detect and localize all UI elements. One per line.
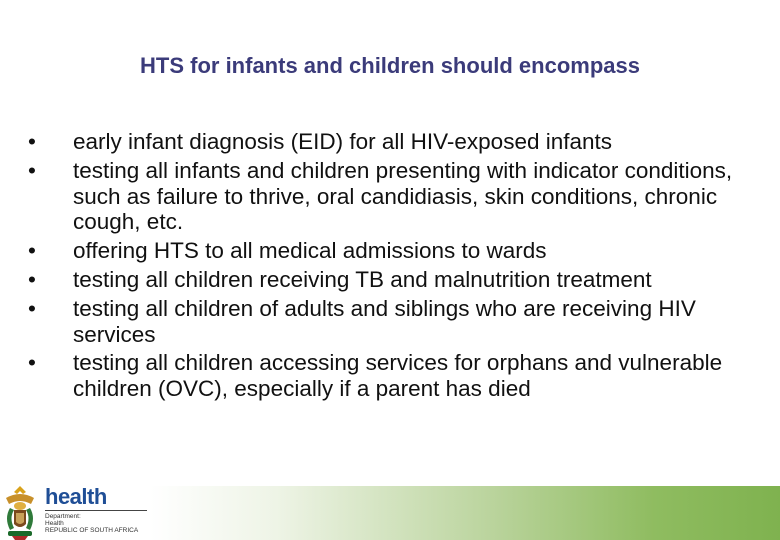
logo-wordmark: health <box>45 484 107 509</box>
slide-title: HTS for infants and children should encompass <box>140 53 640 78</box>
bullet-item: • offering HTS to all medical admissions to wards <box>28 238 768 264</box>
bullet-item: • early infant diagnosis (EID) for all HIV-exposed infants <box>28 129 768 155</box>
bullet-item: • testing all children of adults and siblings who are receiving HIV services <box>28 296 768 348</box>
health-department-logo <box>0 482 150 540</box>
logo-divider <box>45 510 147 511</box>
bullet-item: • testing all children receiving TB and malnutrition treatment <box>28 267 768 293</box>
bullet-item: • testing all infants and children presenting with indicator conditions, such as failure to thrive, oral candidiasis, skin conditions, chronic cough, etc. <box>28 158 768 235</box>
country-name: REPUBLIC OF SOUTH AFRICA <box>45 527 139 534</box>
department-label: Department: <box>45 513 81 520</box>
department-name: Health <box>45 520 64 527</box>
bullet-list <box>28 129 768 405</box>
bullet-item: • testing all children accessing services for orphans and vulnerable children (OVC), especially if a parent has died <box>28 350 768 402</box>
coat-of-arms-icon <box>0 484 40 540</box>
footer-gradient-band <box>150 486 780 540</box>
